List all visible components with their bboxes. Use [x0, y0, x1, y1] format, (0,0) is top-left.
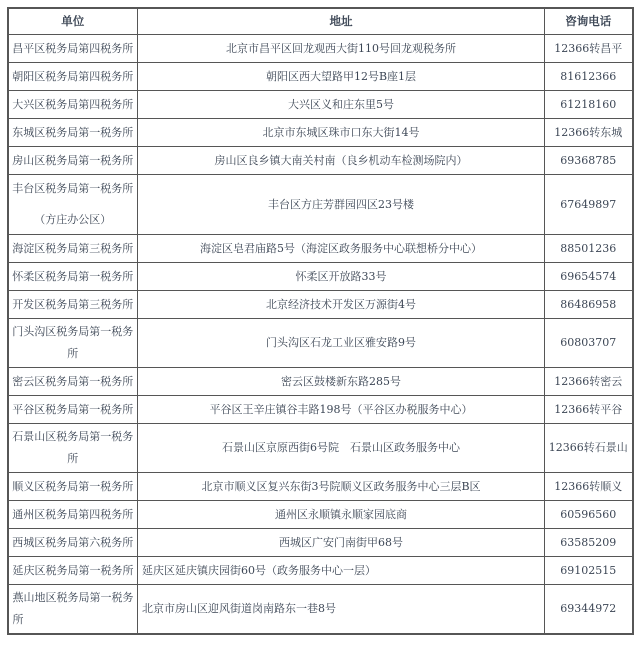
header-row: [8, 8, 633, 35]
unit-text: 燕山地区税务局第一税务所: [12, 591, 134, 626]
address-cell: 密云区鼓楼新东路285号: [138, 368, 545, 396]
unit-cell: [8, 585, 138, 635]
unit-text: 通州区税务局第四税务所: [12, 507, 134, 521]
phone-cell: 12366转昌平: [545, 35, 633, 63]
unit-text: 丰台区税务局第一税务所: [12, 182, 134, 195]
phone-cell: 12366转密云: [545, 368, 633, 396]
unit-cell: [8, 319, 138, 368]
phone-cell: 12366转东城: [545, 119, 633, 147]
phone-cell: 69102515: [545, 557, 633, 585]
address-cell: 大兴区义和庄东里5号: [138, 91, 545, 119]
unit-text: 延庆区税务局第一税务所: [12, 563, 134, 577]
header-address: 地址: [138, 8, 545, 35]
phone-cell: 69344972: [545, 585, 633, 635]
phone-cell: 88501236: [545, 235, 633, 263]
table-row: [8, 557, 633, 585]
unit-text: 怀柔区税务局第一税务所: [12, 269, 134, 283]
address-cell: 石景山区京原西街6号院 石景山区政务服务中心: [138, 424, 545, 473]
header-unit: 单位: [8, 8, 138, 35]
address-cell: 房山区良乡镇大南关村南（良乡机动车检测场院内）: [138, 147, 545, 175]
unit-cell: [8, 291, 138, 319]
address-cell: 怀柔区开放路33号: [138, 263, 545, 291]
table-row: [8, 291, 633, 319]
unit-cell: [8, 501, 138, 529]
address-cell: 平谷区王辛庄镇谷丰路198号（平谷区办税服务中心）: [138, 396, 545, 424]
phone-cell: 12366转石景山: [545, 424, 633, 473]
unit-line2: （方庄办公区）: [34, 213, 112, 226]
unit-text: 海淀区税务局第三税务所: [12, 241, 134, 255]
table-row: [8, 319, 633, 368]
address-cell: 延庆区延庆镇庆园街60号（政务服务中心一层）: [138, 557, 545, 585]
phone-cell: 60803707: [545, 319, 633, 368]
unit-cell: [8, 424, 138, 473]
address-cell: 通州区永顺镇永顺家园底商: [138, 501, 545, 529]
table-row: [8, 235, 633, 263]
unit-cell: [8, 396, 138, 424]
table-row: [8, 396, 633, 424]
table-row: [8, 585, 633, 635]
unit-text: 石景山区税务局第一税务所: [12, 430, 134, 465]
address-cell: 北京市房山区迎风街道岗南路东一巷8号: [138, 585, 545, 635]
table-row: [8, 263, 633, 291]
unit-text: 顺义区税务局第一税务所: [12, 479, 134, 493]
table-row: [8, 501, 633, 529]
phone-cell: 81612366: [545, 63, 633, 91]
address-cell: 北京经济技术开发区万源街4号: [138, 291, 545, 319]
phone-cell: 61218160: [545, 91, 633, 119]
table-row: [8, 529, 633, 557]
unit-text: 房山区税务局第一税务所: [12, 153, 134, 167]
offices-table: [7, 7, 634, 635]
address-cell: 北京市东城区珠市口东大街14号: [138, 119, 545, 147]
unit-text: 密云区税务局第一税务所: [12, 374, 134, 388]
phone-cell: 12366转平谷: [545, 396, 633, 424]
table-row: [8, 147, 633, 175]
unit-cell: [8, 147, 138, 175]
phone-cell: 67649897: [545, 175, 633, 235]
address-cell: 北京市昌平区回龙观西大街110号回龙观税务所: [138, 35, 545, 63]
unit-text: 门头沟区税务局第一税务所: [12, 325, 134, 360]
address-cell: 朝阳区西大望路甲12号B座1层: [138, 63, 545, 91]
phone-cell: 69368785: [545, 147, 633, 175]
address-cell: 北京市顺义区复兴东街3号院顺义区政务服务中心三层B区: [138, 473, 545, 501]
header-phone: 咨询电话: [545, 8, 633, 35]
address-cell: 丰台区方庄芳群园四区23号楼: [138, 175, 545, 235]
table-row: [8, 424, 633, 473]
unit-text: 朝阳区税务局第四税务所: [12, 69, 134, 83]
table-row: [8, 35, 633, 63]
table-row: [8, 63, 633, 91]
unit-text: 大兴区税务局第四税务所: [12, 97, 134, 111]
phone-cell: 69654574: [545, 263, 633, 291]
unit-text: 东城区税务局第一税务所: [12, 125, 134, 139]
table-row: [8, 119, 633, 147]
unit-text: 平谷区税务局第一税务所: [12, 402, 134, 416]
unit-cell: [8, 35, 138, 63]
phone-cell: 12366转顺义: [545, 473, 633, 501]
unit-cell: [8, 235, 138, 263]
unit-cell: [8, 175, 138, 235]
address-cell: 西城区广安门南街甲68号: [138, 529, 545, 557]
phone-cell: 63585209: [545, 529, 633, 557]
table-row: [8, 473, 633, 501]
unit-text: 开发区税务局第三税务所: [12, 297, 134, 311]
unit-cell: [8, 91, 138, 119]
unit-cell: [8, 368, 138, 396]
unit-text: 西城区税务局第六税务所: [12, 535, 134, 549]
unit-cell: [8, 119, 138, 147]
table-row: [8, 91, 633, 119]
unit-cell: [8, 63, 138, 91]
unit-cell: [8, 529, 138, 557]
phone-cell: 86486958: [545, 291, 633, 319]
table-row: [8, 175, 633, 235]
unit-cell: [8, 557, 138, 585]
unit-text: 昌平区税务局第四税务所: [12, 41, 134, 55]
table-row: [8, 368, 633, 396]
unit-cell: [8, 263, 138, 291]
address-cell: 海淀区皂君庙路5号（海淀区政务服务中心联想桥分中心）: [138, 235, 545, 263]
unit-cell: [8, 473, 138, 501]
phone-cell: 60596560: [545, 501, 633, 529]
address-cell: 门头沟区石龙工业区雅安路9号: [138, 319, 545, 368]
offices-table-body: [8, 35, 633, 635]
